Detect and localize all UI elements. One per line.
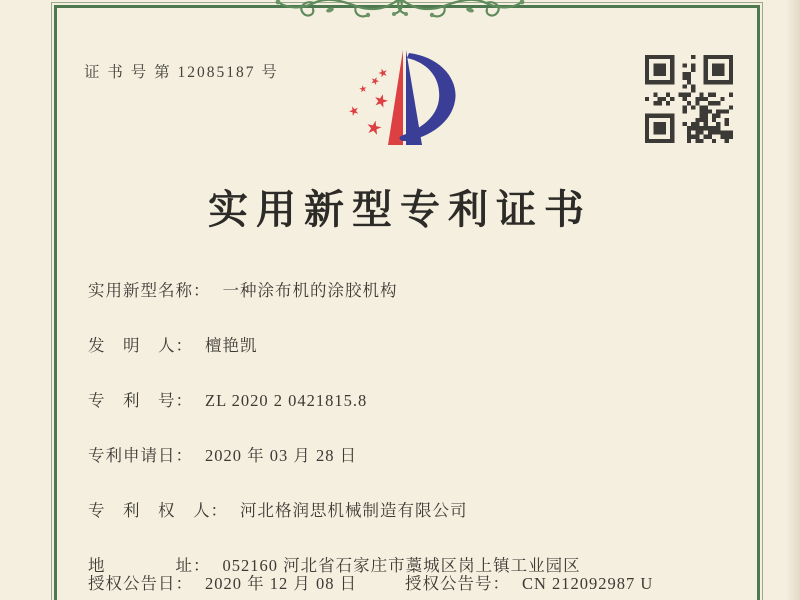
field-value: ZL 2020 2 0421815.8 (205, 391, 368, 410)
grant-date-value: 2020 年 12 月 08 日 (205, 574, 358, 593)
certificate-title: 实用新型专利证书 (208, 187, 592, 232)
field-invention-name (88, 272, 740, 327)
field-value: 2020 年 03 月 28 日 (205, 446, 358, 465)
field-value: 河北格润思机械制造有限公司 (240, 501, 468, 520)
field-label: 地 址： (88, 556, 211, 575)
field-value: 檀艳凯 (205, 336, 258, 355)
certificate-number: 证 书 号 第 12085187 号 (84, 64, 279, 81)
grant-number (405, 570, 653, 594)
qr-code-icon (645, 55, 733, 143)
field-value: 一种涂布机的涂胶机构 (222, 281, 398, 300)
grant-date-label: 授权公告日： (88, 574, 193, 593)
field-label: 专 利 权 人： (88, 501, 228, 520)
grant-number-label: 授权公告号： (405, 574, 510, 593)
top-flourish-ornament (268, 0, 532, 22)
field-application-date (88, 437, 740, 492)
grant-number-value: CN 212092987 U (522, 574, 654, 593)
field-value: 052160 河北省石家庄市藁城区岗上镇工业园区 (222, 556, 581, 575)
field-label: 专利申请日： (88, 446, 193, 465)
field-patent-number (88, 382, 740, 437)
field-patentee (88, 492, 740, 547)
field-label: 实用新型名称： (88, 281, 211, 300)
field-label: 专 利 号： (88, 391, 193, 410)
cnipa-patent-logo-icon (337, 44, 467, 152)
field-inventor (88, 327, 740, 382)
grant-date (88, 570, 357, 594)
certificate-fields (88, 272, 740, 600)
field-label: 发 明 人： (88, 336, 193, 355)
